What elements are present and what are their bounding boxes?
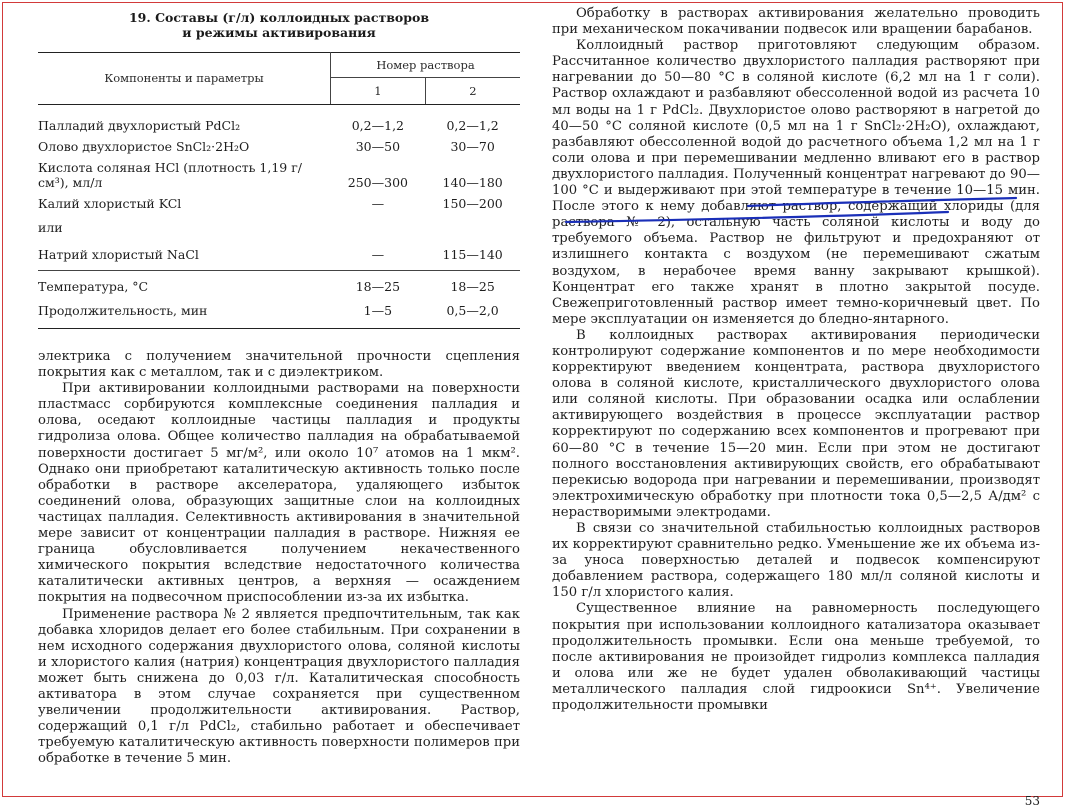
paragraph: Коллоидный раствор приготовляют следующим образом. Рассчитанное количество двухлористого палладия растворяют при нагревании до 50—80 °C в соляной кислоте (6,2 мл на 1 г соли). Раствор охлаждают и разбавляют обессоленной водой из расчета 10 мл воды на 1 г PdCl₂. Двухлористое олово растворяют в нагретой до 40—50 °C соляной кислоте (0,5 мл на 1 г SnCl₂·2H₂O), охлаждают, разбавляют обессоленной водой до расчетного объема 1,2 мл на 1 г соли олова и при перемешивании медленно вливают его в раствор двухлористого палладия. Полученный концентрат нагревают до 90—100 °C и выдерживают при этой температуре в течение 10—15 мин. После этого к нему добавляют раствор, содержащий хлориды (для раствора № 2), остальную часть соляной кислоты и воду до требуемого объема. Раствор не фильтруют и предохраняют от излишнего контакта с воздухом (не перемешивают сжатым воздухом, в нерабочее время ванну закрывают крышкой). Концентрат его также хранят в плотно закрытой посуде. Свежеприготовленный раствор имеет темно-коричневый цвет. По мере эксплуатации он изменяется до бледно-янтарного. xyxy=(552,38,1040,327)
paragraph: При активировании коллоидными растворами на поверхности пластмасс сорбируются комплексные соединения палладия и олова, оседают коллоидные частицы палладия и продукты гидролиза олова. Общее количество палладия на обрабатываемой поверхности достигает 5 мг/м², или около 10⁷ атомов на 1 мкм². Однако они приобретают каталитическую активность только после обработки в растворе акселератора, удаляющего избыток соединений олова, образующих защитные слои на коллоидных частицах палладия. Селективность активирования в значительной мере зависит от концентрации палладия в растворе. Нижняя ее граница обусловливается получением некачественного химического покрытия вследствие недостаточного количества каталитически активных центров, а верхняя — осаждением покрытия на подвесочном приспособлении из-за их избытка. xyxy=(38,381,520,606)
table-row: Температура, °C 18—25 18—25 xyxy=(38,271,520,298)
table-row: или xyxy=(38,220,63,235)
table-row: Олово двухлористое SnCl₂·2H₂O 30—50 30—70 xyxy=(38,139,495,154)
table-row: Калий хлористый KCl — 150—200 xyxy=(38,196,503,211)
left-page xyxy=(38,10,520,798)
table-row: Палладий двухлористый PdCl₂ 0,2—1,2 0,2—1,2 xyxy=(38,118,499,133)
table-row: Натрий хлористый NaCl — 115—140 xyxy=(38,247,503,262)
left-body-text xyxy=(38,349,520,767)
right-body-text xyxy=(552,6,1040,714)
header-col-1: 1 xyxy=(331,78,426,105)
page-number: 53 xyxy=(1024,794,1040,808)
header-components: Компоненты и параметры xyxy=(38,53,331,105)
paragraph: Существенное влияние на равномерность последующего покрытия при использовании коллоидного катализатора оказывает продолжительность промывки. Если она меньше требуемой, то после активирования не произойдет гидролиз комплекса палладия и олова или же не будет удален обволакивающий частицы металлического палладия слой гидроокиси Sn⁴⁺. Увеличение продолжительности промывки xyxy=(552,601,1040,714)
paragraph: В коллоидных растворах активирования периодически контролируют содержание компонентов и по мере необходимости корректируют введением концентрата, раствора двухлористого олова в соляной кислоте, кристаллического двухлористого олова или соляной кислоты. При образовании осадка или ослаблении активирующего воздействия в процессе эксплуатации раствор корректируют по содержанию всех компонентов и прогревают при 60—80 °C в течение 15—20 мин. Если при этом не достигают полного восстановления активирующих свойств, его обрабатывают перекисью водорода при нагревании и перемешивании, производят электрохимическую обработку при плотности тока 0,5—2,5 А/дм² с нерастворимыми электродами. xyxy=(552,327,1040,520)
paragraph: Обработку в растворах активирования желательно проводить при механическом покачивании подвесок или вращении барабанов. xyxy=(552,6,1040,38)
header-solution-number: Номер раствора xyxy=(331,53,521,78)
composition-table xyxy=(38,52,520,329)
table-row: Кислота соляная HCl (плотность 1,19 г/см³), мл/л 250—300 140—180 xyxy=(38,160,503,190)
paragraph: электрика с получением значительной прочности сцепления покрытия как с металлом, так и с диэлектриком. xyxy=(38,349,520,381)
paragraph: В связи со значительной стабильностью коллоидных растворов их корректируют сравнительно редко. Уменьшение же их объема из-за уноса поверхностью деталей и подвесок компенсируют добавлением раствора, содержащего 180 мл/л соляной кислоты и 150 г/л хлористого калия. xyxy=(552,521,1040,601)
paragraph: Применение раствора № 2 является предпочтительным, так как добавка хлоридов делает его более стабильным. При сохранении в нем исходного содержания двухлористого олова, соляной кислоты и хлористого калия (натрия) концентрация двухлористого палладия может быть снижена до 0,03 г/л. Каталитическая способность активатора в этом случае сохраняется при существенном увеличении продолжительности активирования. Раствор, содержащий 0,1 г/л PdCl₂, стабильно работает и обеспечивает требуемую каталитическую активность поверхности полимеров при обработке в течение 5 мин. xyxy=(38,606,520,767)
table-row: Продолжительность, мин 1—5 0,5—2,0 xyxy=(38,297,520,329)
header-col-2: 2 xyxy=(425,78,520,105)
right-page xyxy=(552,6,1040,808)
table-title: 19. Составы (г/л) коллоидных растворов и режимы активирования xyxy=(128,10,430,40)
